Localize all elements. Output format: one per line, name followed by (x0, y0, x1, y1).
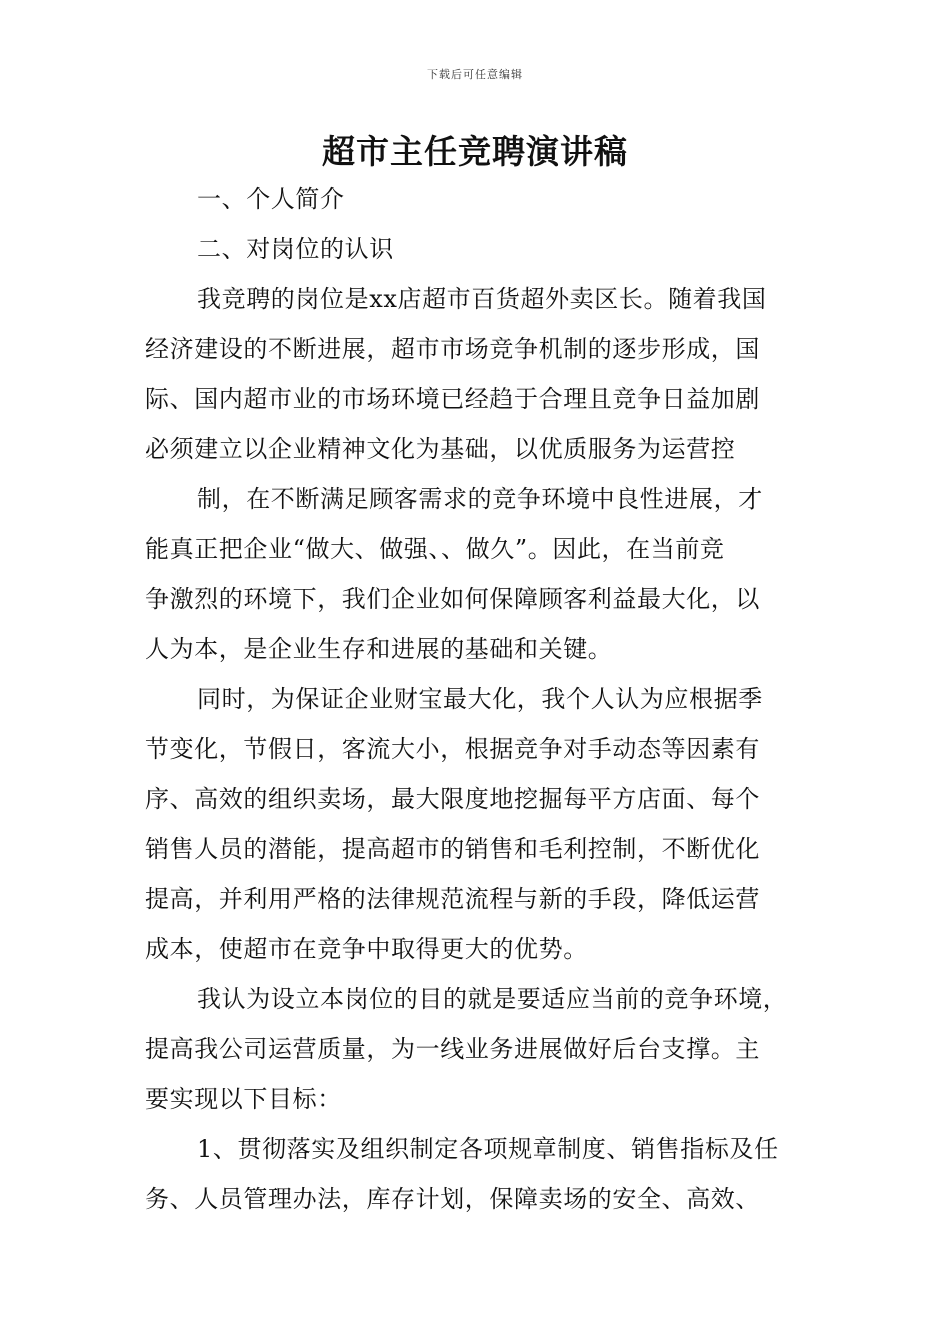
paragraph-line: 节变化，节假日，客流大小，根据竞争对手动态等因素有 (145, 735, 760, 763)
paragraph-line: 提高我公司运营质量，为一线业务进展做好后台支撑。主 (145, 1035, 760, 1063)
paragraph-line: 际、国内超市业的市场环境已经趋于合理且竞争日益加剧 (145, 385, 760, 413)
paragraph-line: 必须建立以企业精神文化为基础，以优质服务为运营控 (145, 435, 736, 463)
paragraph-line: 销售人员的潜能，提高超市的销售和毛利控制，不断优化 (145, 835, 760, 863)
paragraph-line: 我竞聘的岗位是xx店超市百货超外卖区长。随着我国 (197, 285, 767, 313)
paragraph-line: 要实现以下目标： (145, 1085, 342, 1113)
paragraph-line: 提高，并利用严格的法律规范流程与新的手段，降低运营 (145, 885, 760, 913)
paragraph-line: 制，在不断满足顾客需求的竞争环境中良性进展，才 (197, 485, 763, 513)
paragraph-line: 序、高效的组织卖场，最大限度地挖掘每平方店面、每个 (145, 785, 760, 813)
paragraph-line: 我认为设立本岗位的目的就是要适应当前的竞争环境， (197, 985, 788, 1013)
paragraph-line: 经济建设的不断进展，超市市场竞争机制的逐步形成，国 (145, 335, 760, 363)
paragraph-line: 争激烈的环境下，我们企业如何保障顾客利益最大化，以 (145, 585, 760, 613)
page-title: 超市主任竞聘演讲稿 (322, 132, 628, 171)
numbered-item-line: 1、贯彻落实及组织制定各项规章制度、销售指标及任 (197, 1135, 779, 1163)
paragraph-line: 人为本，是企业生存和进展的基础和关键。 (145, 635, 613, 663)
paragraph-line: 成本，使超市在竞争中取得更大的优势。 (145, 935, 588, 963)
numbered-item-line: 务、人员管理办法，库存计划，保障卖场的安全、高效、 (145, 1185, 760, 1213)
section-heading-position-understanding: 二、对岗位的认识 (197, 235, 394, 263)
header-note: 下载后可任意编辑 (427, 68, 523, 81)
paragraph-line: 同时，为保证企业财宝最大化，我个人认为应根据季 (197, 685, 763, 713)
section-heading-personal-profile: 一、个人简介 (197, 185, 345, 213)
paragraph-line: 能真正把企业“做大、做强、、做久”。因此，在当前竞 (145, 535, 725, 563)
